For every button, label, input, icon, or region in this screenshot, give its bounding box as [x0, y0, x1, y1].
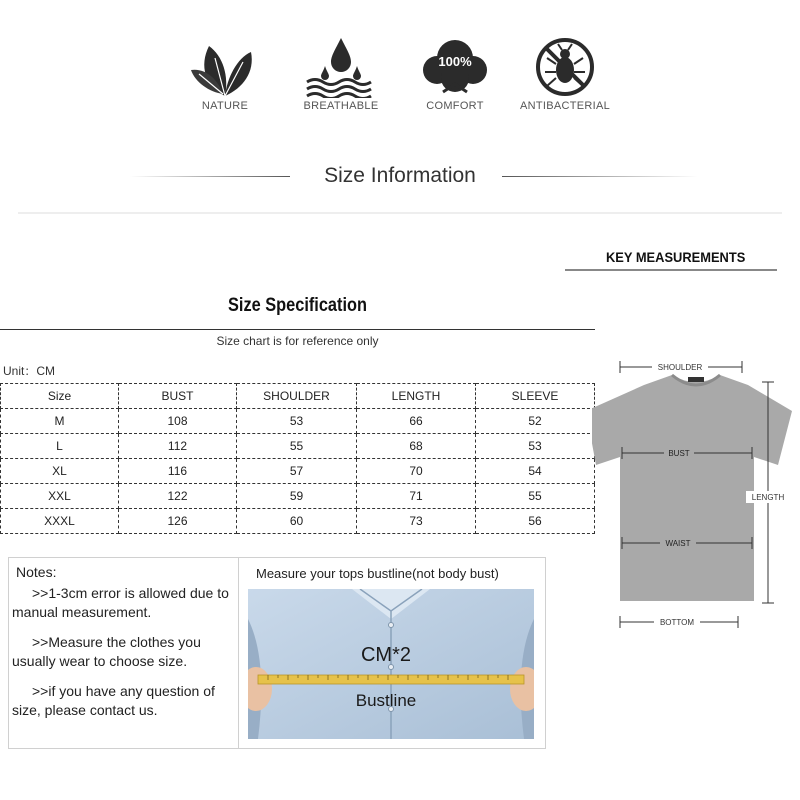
cell-shoulder: 59	[237, 484, 357, 509]
cell-length: 70	[357, 459, 476, 484]
header-shoulder: SHOULDER	[237, 384, 357, 409]
feature-label: ANTIBACTERIAL	[519, 100, 611, 112]
feature-comfort	[400, 36, 510, 112]
cell-sleeve: 55	[476, 484, 595, 509]
size-table	[0, 383, 595, 534]
feature-label: BREATHABLE	[303, 100, 379, 112]
table-row	[1, 484, 595, 509]
cm-label: CM*2	[360, 644, 412, 666]
cell-size: XXL	[1, 484, 119, 509]
unit-label: Unit：CM	[3, 364, 56, 378]
cotton-100-icon	[415, 36, 495, 98]
no-bug-icon	[525, 36, 605, 98]
key-measurements-rule	[565, 269, 777, 271]
cell-sleeve: 52	[476, 409, 595, 434]
cell-shoulder: 53	[237, 409, 357, 434]
spec-rule	[0, 329, 595, 330]
cell-bust: 126	[119, 509, 237, 534]
cotton-badge: 100%	[438, 54, 472, 69]
cell-size: XL	[1, 459, 119, 484]
cell-length: 71	[357, 484, 476, 509]
header-sleeve: SLEEVE	[476, 384, 595, 409]
header-length: LENGTH	[357, 384, 476, 409]
cell-size: M	[1, 409, 119, 434]
cell-bust: 116	[119, 459, 237, 484]
feature-antibacterial	[510, 36, 620, 112]
cell-sleeve: 54	[476, 459, 595, 484]
length-label: LENGTH	[751, 493, 785, 502]
note-item: >>1-3cm error is allowed due to manual measurement.	[12, 584, 229, 620]
cell-size: L	[1, 434, 119, 459]
key-measurements-title: KEY MEASUREMENTS	[606, 249, 746, 265]
table-header-row	[1, 384, 595, 409]
cell-length: 68	[357, 434, 476, 459]
bustline-label: Bustline	[355, 691, 417, 710]
feature-label: COMFORT	[426, 100, 484, 112]
feature-label: NATURE	[201, 100, 249, 112]
header-size: Size	[1, 384, 119, 409]
cell-size: XXXL	[1, 509, 119, 534]
cell-sleeve: 56	[476, 509, 595, 534]
notes-heading: Notes:	[16, 564, 57, 580]
water-drop-waves-icon	[301, 36, 381, 98]
notes-divider	[238, 557, 239, 748]
measure-caption: Measure your tops bustline(not body bust)	[256, 566, 499, 581]
cell-sleeve: 53	[476, 434, 595, 459]
note-item: >>if you have any question of size, please contact us.	[12, 682, 215, 718]
spec-subtitle: Size chart is for reference only	[216, 334, 379, 348]
cell-shoulder: 60	[237, 509, 357, 534]
bustline-photo	[248, 589, 534, 739]
tshirt-diagram	[592, 355, 800, 635]
cell-shoulder: 57	[237, 459, 357, 484]
feature-nature	[170, 36, 280, 112]
feature-breathable	[286, 36, 396, 112]
cell-shoulder: 55	[237, 434, 357, 459]
divider-right	[502, 176, 698, 177]
cell-bust: 112	[119, 434, 237, 459]
spec-title: Size Specification	[228, 295, 367, 316]
cell-length: 73	[357, 509, 476, 534]
cell-length: 66	[357, 409, 476, 434]
leaves-icon	[185, 36, 265, 98]
section-separator	[18, 212, 782, 214]
size-info-title: Size Information	[324, 164, 476, 187]
cell-bust: 108	[119, 409, 237, 434]
cell-bust: 122	[119, 484, 237, 509]
waist-label: WAIST	[665, 539, 691, 548]
table-row	[1, 509, 595, 534]
bottom-label: BOTTOM	[659, 618, 695, 627]
shoulder-label: SHOULDER	[657, 363, 703, 372]
bust-label: BUST	[668, 449, 690, 458]
table-row	[1, 409, 595, 434]
table-row	[1, 434, 595, 459]
table-row	[1, 459, 595, 484]
notes-text	[12, 563, 236, 731]
header-bust: BUST	[119, 384, 237, 409]
note-item: >>Measure the clothes you usually wear to choose size.	[12, 633, 201, 669]
